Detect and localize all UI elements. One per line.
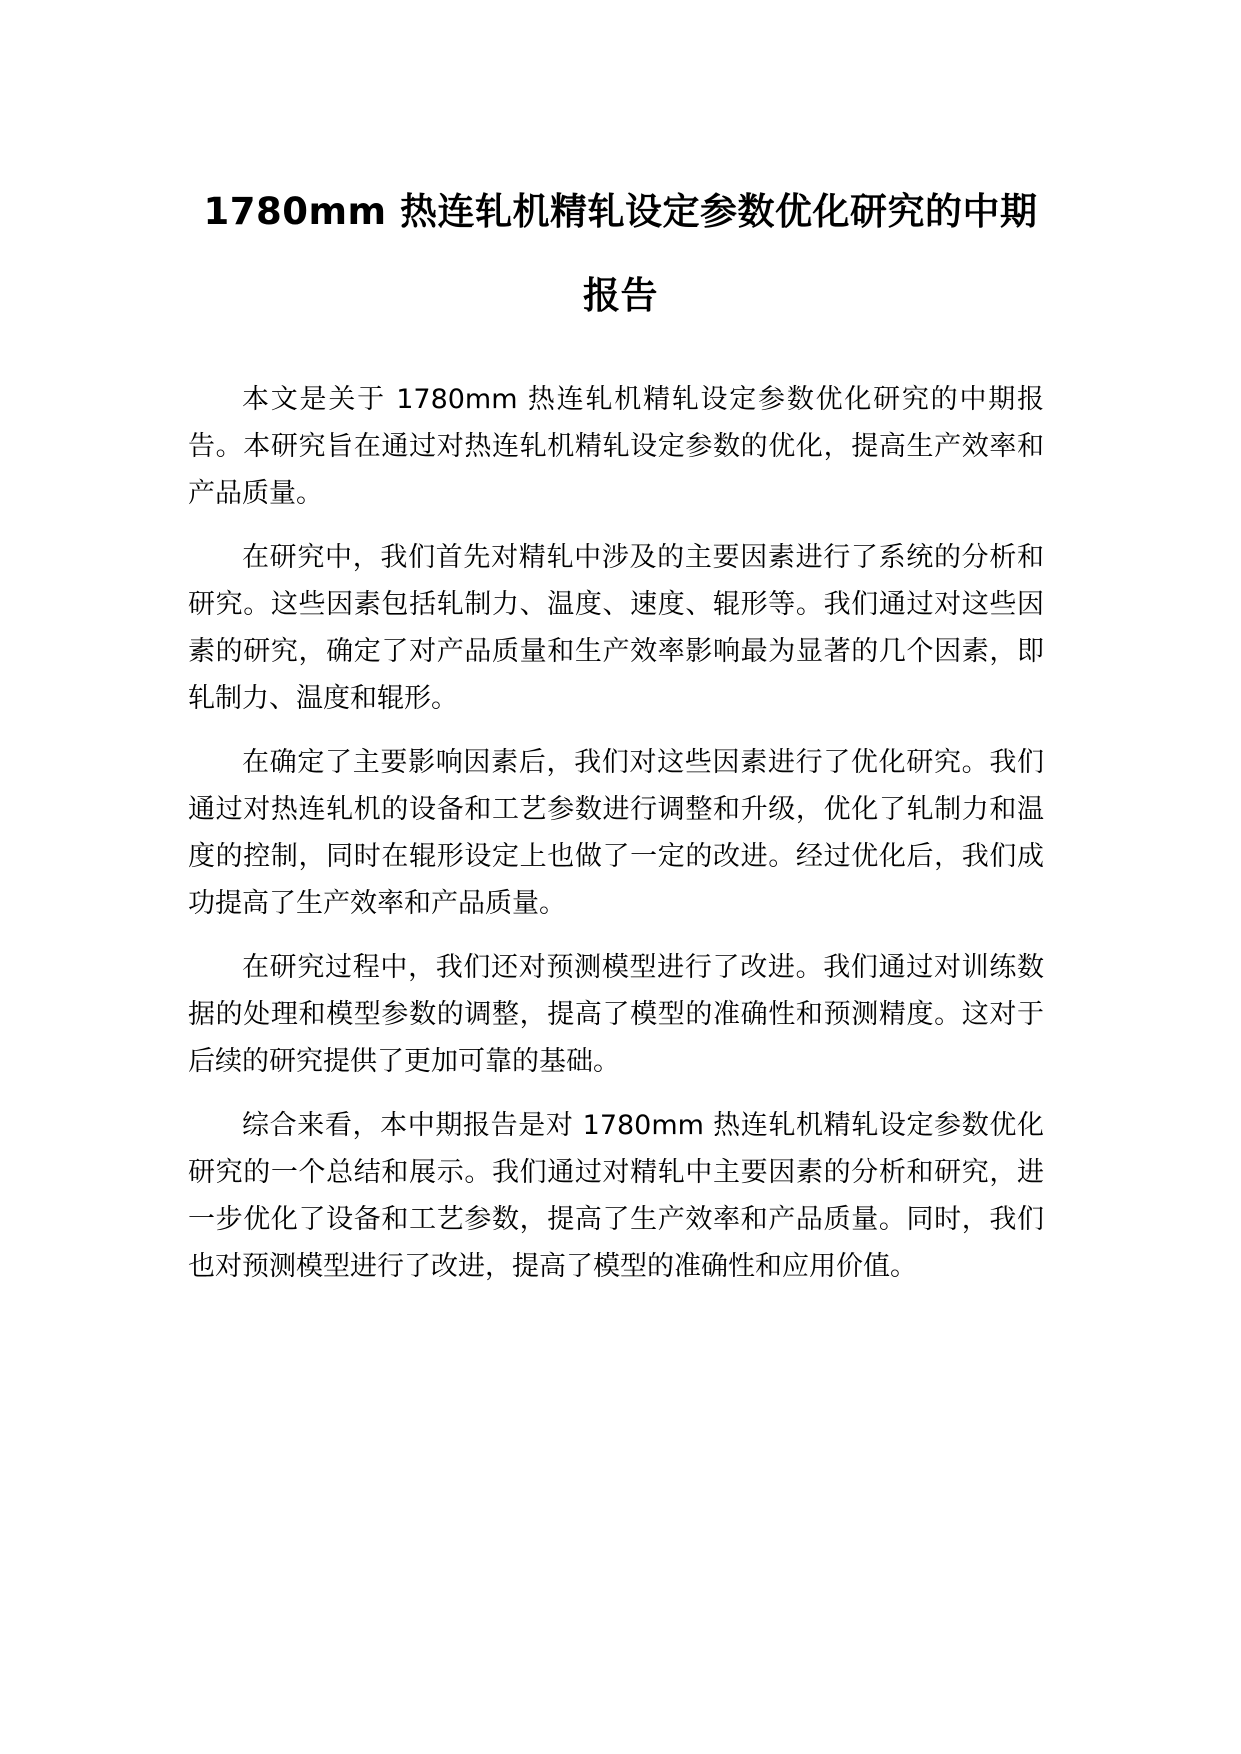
paragraph-1: 本文是关于 1780mm 热连轧机精轧设定参数优化研究的中期报告。本研究旨在通过对热连轧机精轧设定参数的优化，提高生产效率和产品质量。 — [188, 384, 1044, 509]
paragraph-2: 在研究中，我们首先对精轧中涉及的主要因素进行了系统的分析和研究。这些因素包括轧制力、温度、速度、辊形等。我们通过对这些因素的研究，确定了对产品质量和生产效率影响最为显著的几个因素，即轧制力、温度和辊形。 — [188, 542, 1044, 714]
document-title: 1780mm 热连轧机精轧设定参数优化研究的中期报告 — [203, 190, 1038, 317]
paragraph-5: 综合来看，本中期报告是对 1780mm 热连轧机精轧设定参数优化研究的一个总结和展示。我们通过对精轧中主要因素的分析和研究，进一步优化了设备和工艺参数，提高了生产效率和产品质量。同时，我们也对预测模型进行了改进，提高了模型的准确性和应用价值。 — [188, 1110, 1044, 1282]
paragraph-3: 在确定了主要影响因素后，我们对这些因素进行了优化研究。我们通过对热连轧机的设备和工艺参数进行调整和升级，优化了轧制力和温度的控制，同时在辊形设定上也做了一定的改进。经过优化后，我们成功提高了生产效率和产品质量。 — [188, 747, 1044, 919]
paragraph-4: 在研究过程中，我们还对预测模型进行了改进。我们通过对训练数据的处理和模型参数的调整，提高了模型的准确性和预测精度。这对于后续的研究提供了更加可靠的基础。 — [188, 952, 1044, 1077]
document-body — [188, 376, 1044, 1307]
